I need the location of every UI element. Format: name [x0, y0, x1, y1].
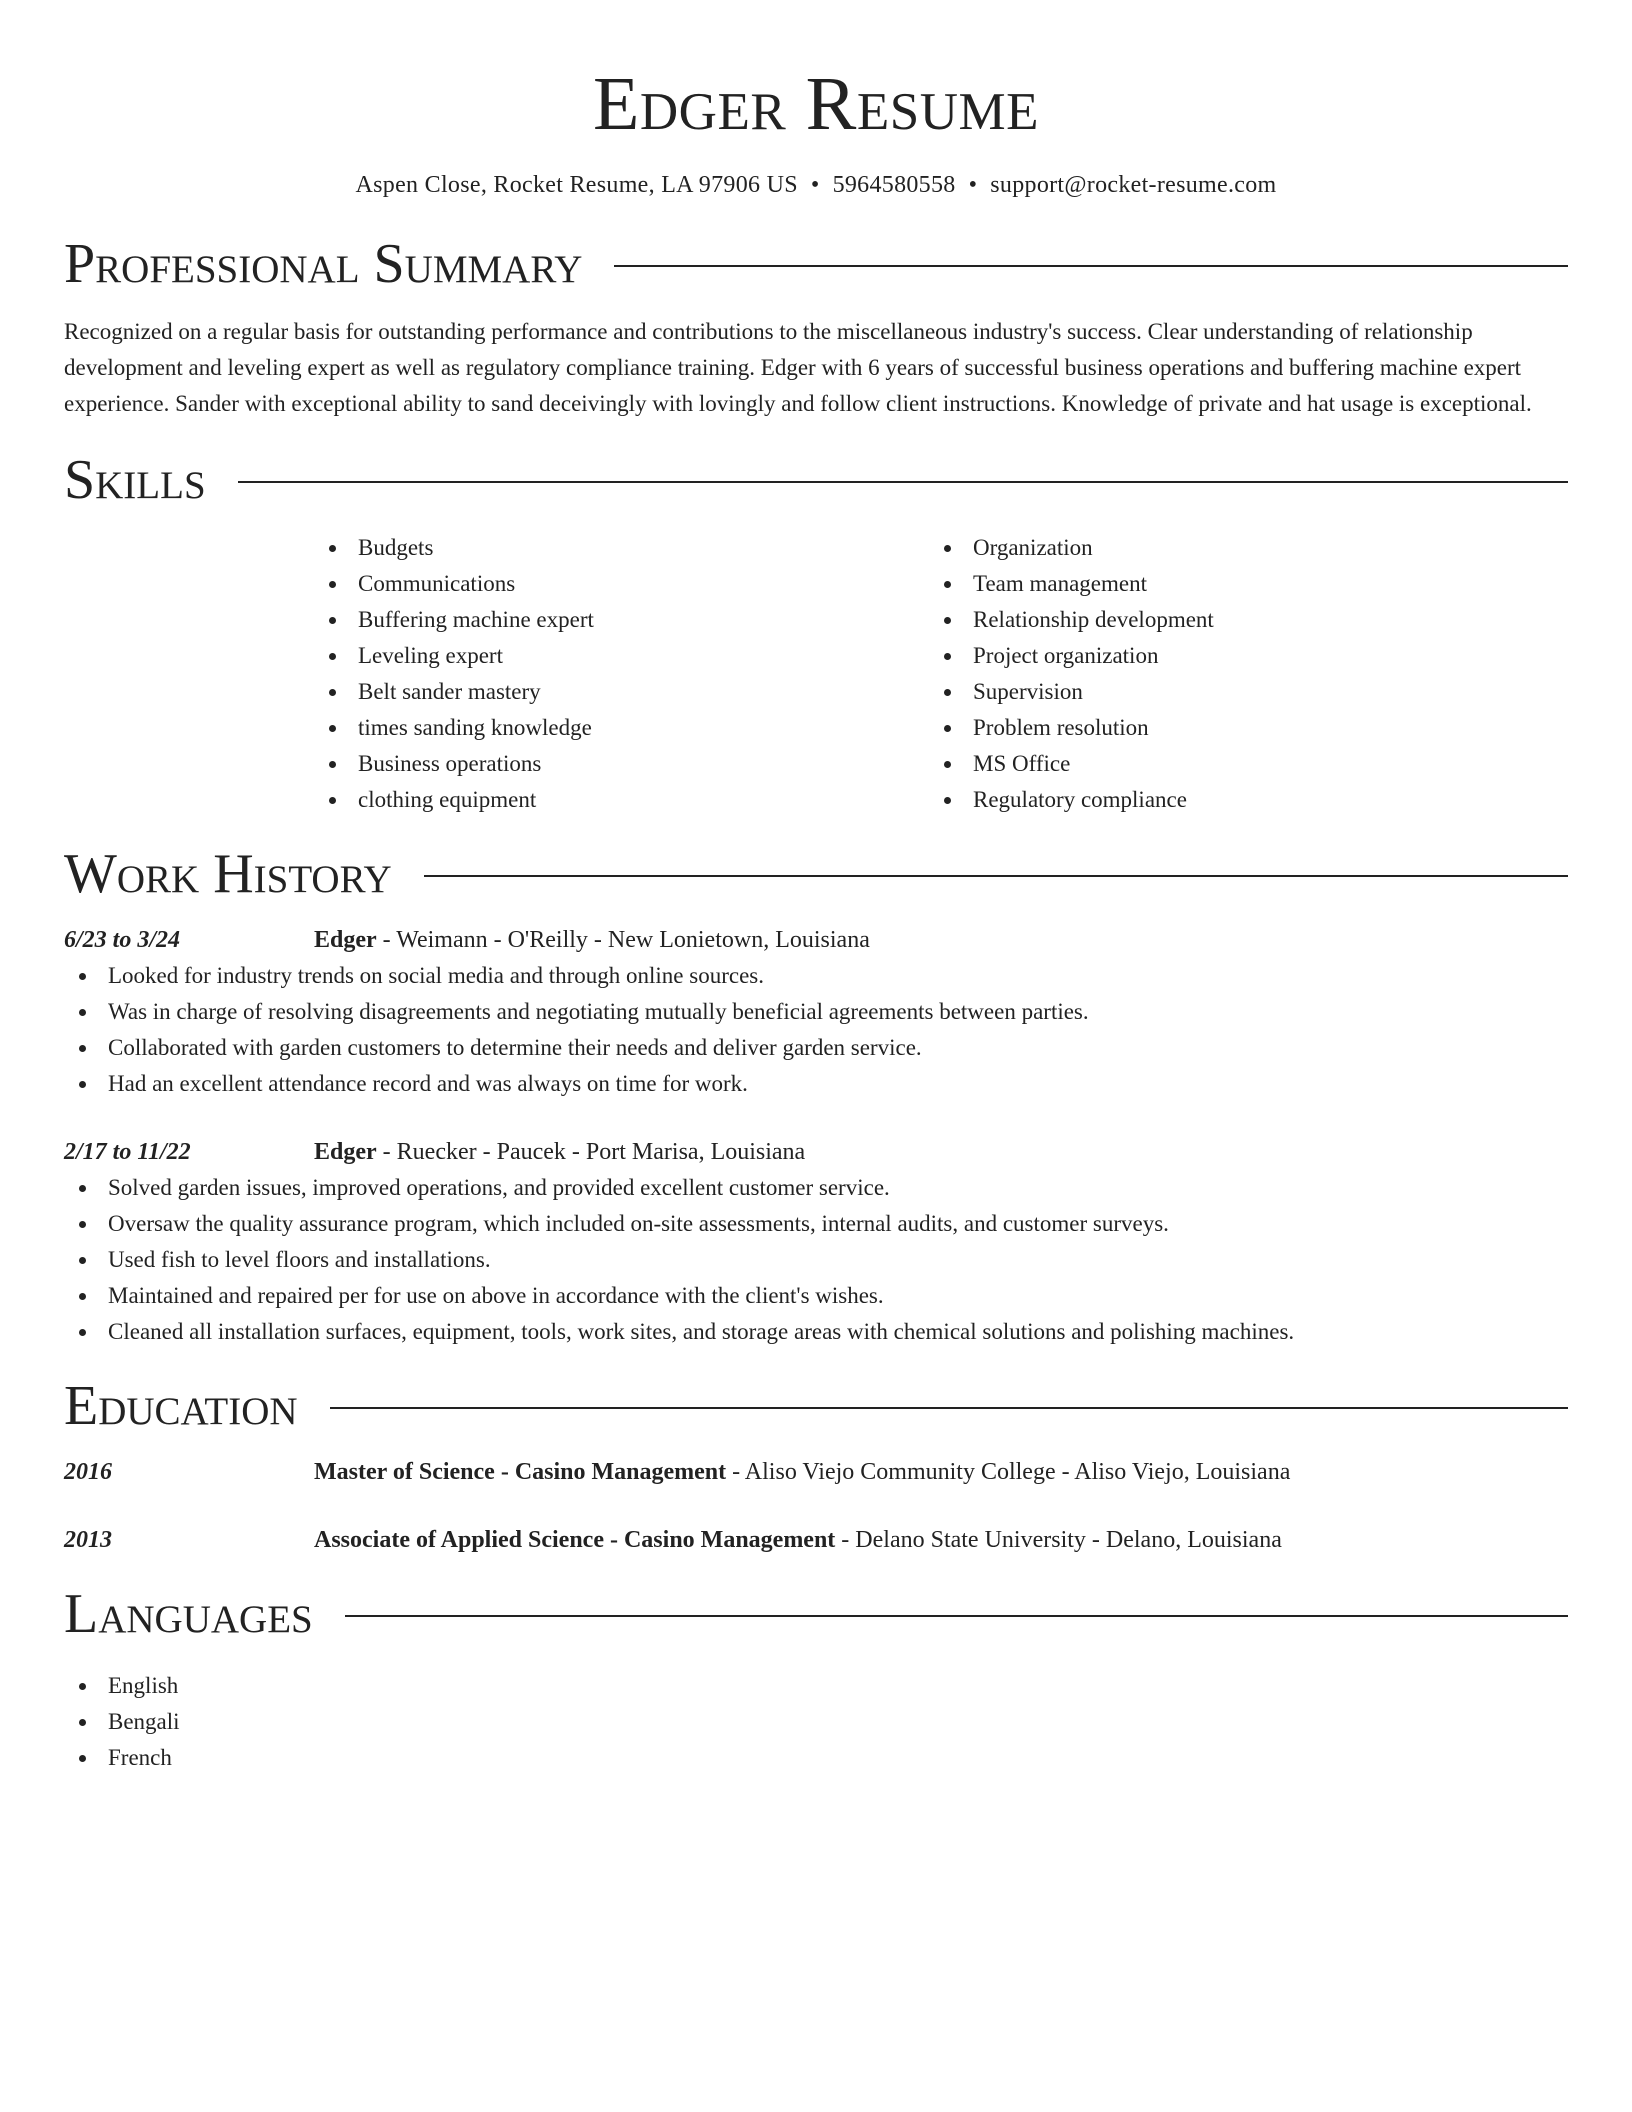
bullet-icon	[329, 797, 336, 804]
job-duty-item	[64, 1170, 1568, 1206]
skill-item	[929, 530, 1544, 566]
education-entry	[64, 1454, 1568, 1490]
job-dates: 6/23 to 3/24	[64, 927, 181, 953]
job-duty-text: Used fish to level floors and installations.	[108, 1247, 491, 1272]
skill-item	[314, 674, 929, 710]
skills-grid	[314, 530, 1568, 818]
job-duty-text: Oversaw the quality assurance program, which included on-site assessments, internal audits, and customer surveys.	[108, 1211, 1169, 1236]
job-duty-text: Was in charge of resolving disagreements and negotiating mutually beneficial agreements between parties.	[108, 999, 1089, 1024]
bullet-icon	[329, 725, 336, 732]
skill-item	[314, 566, 929, 602]
skill-label: Organization	[973, 535, 1093, 560]
section-title-languages: Languages	[64, 1583, 313, 1645]
job-duty-item	[64, 958, 1568, 994]
education-line	[314, 1454, 1290, 1490]
languages-section	[64, 1584, 1568, 1776]
summary-text: Recognized on a regular basis for outstanding performance and contributions to the miscellaneous industry's success. Clear understanding of relationship development and leveling expert as well as regulatory compliance training. Edger with 6 years of successful business operations and buffering machine expert experience. Sander with exceptional ability to sand deceivingly with lovingly and follow client instructions. Knowledge of private and hat usage is exceptional.	[64, 319, 1532, 416]
job-duty-text: Maintained and repaired per for use on above in accordance with the client's wishes.	[108, 1283, 884, 1308]
languages-list	[64, 1668, 1568, 1776]
bullet-icon	[79, 1719, 86, 1726]
section-title-summary: Professional Summary	[64, 233, 583, 295]
education-section	[64, 1376, 1568, 1558]
skill-label: Regulatory compliance	[973, 787, 1187, 812]
bullet-icon	[944, 689, 951, 696]
skill-label: MS Office	[973, 751, 1071, 776]
bullet-icon	[329, 581, 336, 588]
contact-address: Aspen Close, Rocket Resume, LA 97906 US	[355, 172, 798, 198]
job-entry	[64, 1134, 1568, 1350]
bullet-icon	[79, 1683, 86, 1690]
skill-label: Leveling expert	[358, 643, 503, 668]
job-duty-item	[64, 994, 1568, 1030]
education-year: 2013	[64, 1527, 112, 1553]
skill-label: Relationship development	[973, 607, 1214, 632]
skill-label: Business operations	[358, 751, 542, 776]
education-year: 2016	[64, 1459, 112, 1485]
skill-item	[929, 566, 1544, 602]
contact-separator: •	[810, 172, 820, 198]
skill-label: Budgets	[358, 535, 434, 560]
section-title-work-history: Work History	[64, 843, 392, 905]
language-label: French	[108, 1745, 172, 1770]
work-history-header	[64, 844, 1568, 904]
language-label: Bengali	[108, 1709, 180, 1734]
skill-label: Supervision	[973, 679, 1083, 704]
section-divider	[424, 875, 1568, 877]
skills-section	[64, 450, 1568, 818]
education-school: - Aliso Viejo Community College - Aliso Viejo, Louisiana	[726, 1459, 1291, 1485]
skill-label: Buffering machine expert	[358, 607, 594, 632]
job-entry	[64, 922, 1568, 1102]
section-title-skills: Skills	[64, 449, 206, 511]
skill-label: Belt sander mastery	[358, 679, 541, 704]
bullet-icon	[329, 689, 336, 696]
skill-item	[929, 674, 1544, 710]
language-item	[64, 1668, 1568, 1704]
bullet-icon	[944, 617, 951, 624]
section-divider	[238, 481, 1568, 483]
language-item	[64, 1740, 1568, 1776]
job-employer-location: - Ruecker - Paucek - Port Marisa, Louisiana	[376, 1139, 806, 1165]
skill-item	[314, 638, 929, 674]
job-header	[64, 922, 1568, 958]
education-line	[314, 1522, 1282, 1558]
skills-list-right	[929, 530, 1544, 818]
section-divider	[614, 265, 1568, 267]
bullet-icon	[79, 1257, 86, 1264]
skills-list-left	[314, 530, 929, 818]
job-duties	[64, 1170, 1568, 1350]
bullet-icon	[79, 1329, 86, 1336]
education-school: - Delano State University - Delano, Louisiana	[835, 1527, 1282, 1553]
job-duty-text: Had an excellent attendance record and was always on time for work.	[108, 1071, 748, 1096]
language-label: English	[108, 1673, 179, 1698]
job-duty-text: Solved garden issues, improved operations, and provided excellent customer service.	[108, 1175, 890, 1200]
bullet-icon	[79, 1221, 86, 1228]
job-duty-text: Cleaned all installation surfaces, equipment, tools, work sites, and storage areas with chemical solutions and polishing machines.	[108, 1319, 1295, 1344]
language-item	[64, 1704, 1568, 1740]
job-duties	[64, 958, 1568, 1102]
bullet-icon	[329, 653, 336, 660]
job-duty-item	[64, 1278, 1568, 1314]
education-entry	[64, 1522, 1568, 1558]
summary-header	[64, 234, 1568, 294]
bullet-icon	[329, 761, 336, 768]
job-duty-item	[64, 1314, 1568, 1350]
skill-item	[929, 746, 1544, 782]
skill-item	[314, 710, 929, 746]
education-degree: Master of Science - Casino Management	[314, 1459, 727, 1485]
bullet-icon	[79, 1185, 86, 1192]
skill-item	[929, 602, 1544, 638]
job-position: Edger	[314, 1139, 377, 1165]
education-header	[64, 1376, 1568, 1436]
skill-item	[314, 602, 929, 638]
languages-header	[64, 1584, 1568, 1644]
summary-section	[64, 234, 1568, 422]
bullet-icon	[944, 545, 951, 552]
job-dates: 2/17 to 11/22	[64, 1139, 191, 1165]
job-header	[64, 1134, 1568, 1170]
job-duty-text: Collaborated with garden customers to determine their needs and deliver garden service.	[108, 1035, 922, 1060]
skill-item	[314, 746, 929, 782]
skill-label: clothing equipment	[358, 787, 537, 812]
bullet-icon	[944, 797, 951, 804]
job-employer-location: - Weimann - O'Reilly - New Lonietown, Louisiana	[376, 927, 870, 953]
bullet-icon	[944, 761, 951, 768]
bullet-icon	[944, 653, 951, 660]
skill-label: Communications	[358, 571, 516, 596]
skill-item	[314, 530, 929, 566]
bullet-icon	[329, 545, 336, 552]
bullet-icon	[79, 973, 86, 980]
job-duty-item	[64, 1206, 1568, 1242]
section-divider	[330, 1407, 1568, 1409]
bullet-icon	[329, 617, 336, 624]
contact-email: support@rocket-resume.com	[990, 172, 1277, 198]
job-title-line	[314, 922, 870, 958]
job-duty-item	[64, 1030, 1568, 1066]
job-position: Edger	[314, 927, 377, 953]
bullet-icon	[944, 725, 951, 732]
skill-item	[929, 782, 1544, 818]
bullet-icon	[79, 1293, 86, 1300]
bullet-icon	[79, 1081, 86, 1088]
bullet-icon	[79, 1045, 86, 1052]
job-duty-item	[64, 1066, 1568, 1102]
skill-label: times sanding knowledge	[358, 715, 592, 740]
skills-header	[64, 450, 1568, 510]
bullet-icon	[944, 581, 951, 588]
bullet-icon	[79, 1009, 86, 1016]
work-history-section	[64, 844, 1568, 1350]
job-duty-text: Looked for industry trends on social media and through online sources.	[108, 963, 764, 988]
job-duty-item	[64, 1242, 1568, 1278]
section-divider	[345, 1615, 1568, 1617]
skill-label: Problem resolution	[973, 715, 1149, 740]
resume-name: Edger Resume	[592, 62, 1039, 146]
bullet-icon	[79, 1755, 86, 1762]
contact-separator: •	[968, 172, 978, 198]
skill-label: Team management	[973, 571, 1148, 596]
skill-item	[314, 782, 929, 818]
job-title-line	[314, 1134, 805, 1170]
skill-item	[929, 638, 1544, 674]
contact-phone: 5964580558	[832, 172, 956, 198]
skill-label: Project organization	[973, 643, 1159, 668]
contact-line	[64, 170, 1568, 200]
section-title-education: Education	[64, 1375, 298, 1437]
skill-item	[929, 710, 1544, 746]
education-degree: Associate of Applied Science - Casino Management	[314, 1527, 836, 1553]
